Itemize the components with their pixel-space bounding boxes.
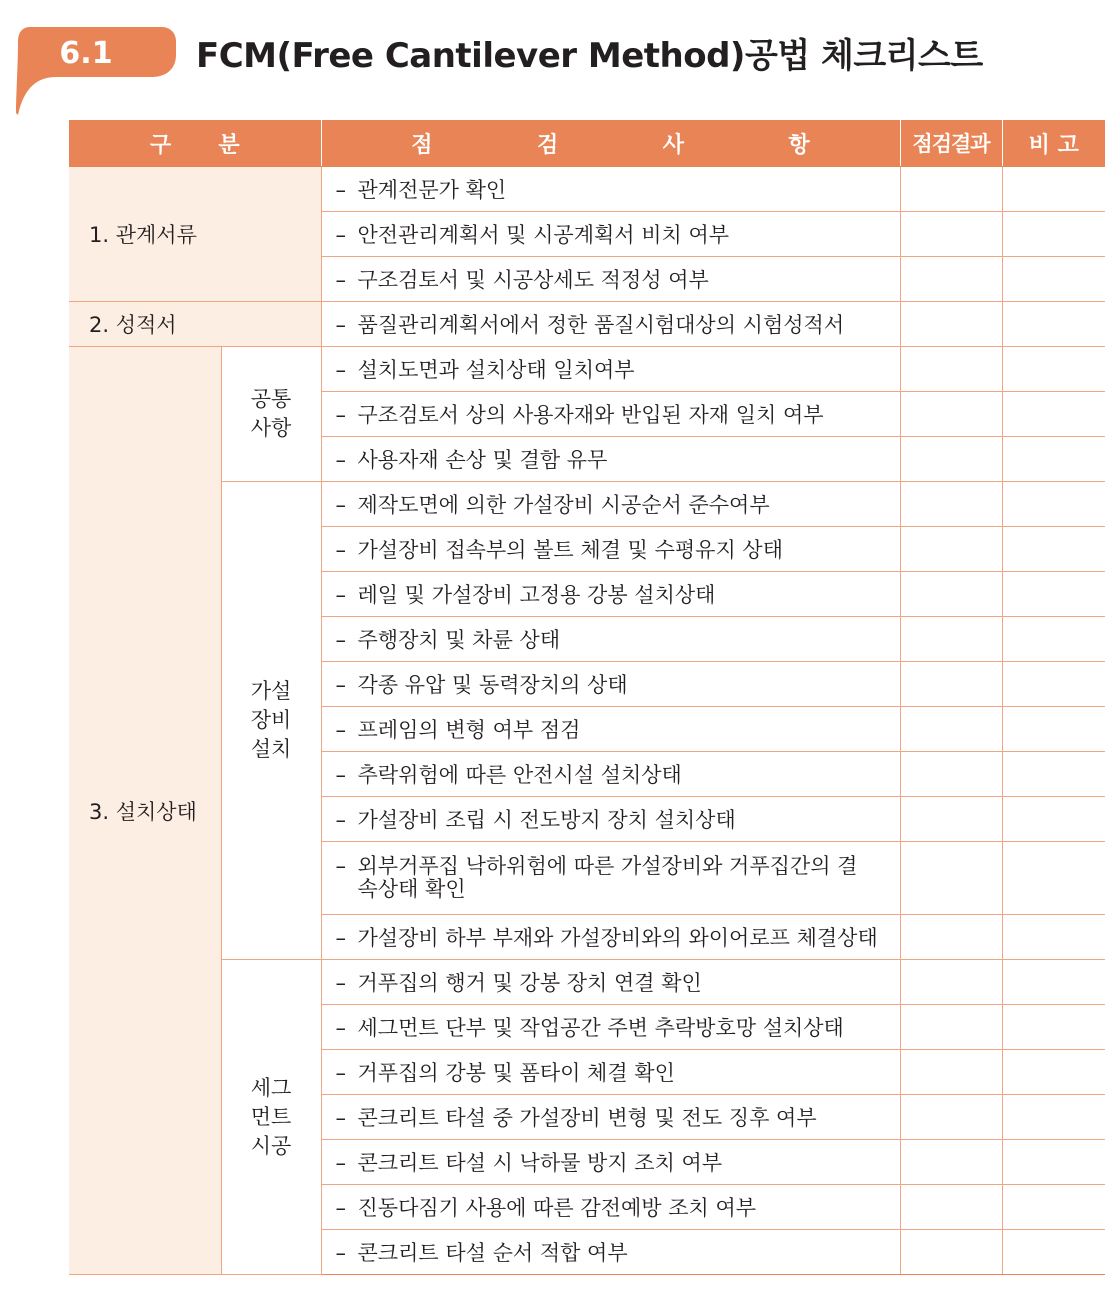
result-cell[interactable] <box>900 617 1002 662</box>
result-cell[interactable] <box>900 797 1002 842</box>
check-item: – 레일 및 가설장비 고정용 강봉 설치상태 <box>321 572 900 617</box>
note-cell[interactable] <box>1002 437 1105 482</box>
note-cell[interactable] <box>1002 167 1105 212</box>
note-cell[interactable] <box>1002 527 1105 572</box>
note-cell[interactable] <box>1002 482 1105 527</box>
result-cell[interactable] <box>900 167 1002 212</box>
result-cell[interactable] <box>900 572 1002 617</box>
note-cell[interactable] <box>1002 752 1105 797</box>
note-cell[interactable] <box>1002 1095 1105 1140</box>
result-cell[interactable] <box>900 960 1002 1005</box>
check-item: – 가설장비 조립 시 전도방지 장치 설치상태 <box>321 797 900 842</box>
check-item: – 안전관리계획서 및 시공계획서 비치 여부 <box>321 212 900 257</box>
note-cell[interactable] <box>1002 1140 1105 1185</box>
check-item: – 각종 유압 및 동력장치의 상태 <box>321 662 900 707</box>
note-cell[interactable] <box>1002 842 1105 915</box>
result-cell[interactable] <box>900 392 1002 437</box>
section-number: 6.1 <box>59 35 113 71</box>
subcategory-equipment: 가설 장비 설치 <box>221 482 321 960</box>
column-header-result: 점검결과 <box>900 120 1002 167</box>
note-cell[interactable] <box>1002 572 1105 617</box>
result-cell[interactable] <box>900 257 1002 302</box>
check-item: – 품질관리계획서에서 정한 품질시험대상의 시험성적서 <box>321 302 900 347</box>
column-header-category: 구 분 <box>69 120 321 167</box>
table-row <box>69 347 1105 392</box>
note-cell[interactable] <box>1002 617 1105 662</box>
column-header-items: 점 검 사 항 <box>321 120 900 167</box>
check-item: – 주행장치 및 차륜 상태 <box>321 617 900 662</box>
result-cell[interactable] <box>900 1230 1002 1275</box>
check-item: – 거푸집의 강봉 및 폼타이 체결 확인 <box>321 1050 900 1095</box>
note-cell[interactable] <box>1002 392 1105 437</box>
result-cell[interactable] <box>900 1140 1002 1185</box>
check-item: – 진동다짐기 사용에 따른 감전예방 조치 여부 <box>321 1185 900 1230</box>
result-cell[interactable] <box>900 662 1002 707</box>
result-cell[interactable] <box>900 1095 1002 1140</box>
table-header-row <box>69 120 1105 167</box>
note-cell[interactable] <box>1002 960 1105 1005</box>
note-cell[interactable] <box>1002 1050 1105 1095</box>
result-cell[interactable] <box>900 437 1002 482</box>
check-item: – 가설장비 접속부의 볼트 체결 및 수평유지 상태 <box>321 527 900 572</box>
category-report: 2. 성적서 <box>69 302 321 347</box>
checklist-table <box>69 120 1105 1275</box>
table-row <box>69 167 1105 212</box>
result-cell[interactable] <box>900 915 1002 960</box>
note-cell[interactable] <box>1002 347 1105 392</box>
note-cell[interactable] <box>1002 1005 1105 1050</box>
result-cell[interactable] <box>900 212 1002 257</box>
result-cell[interactable] <box>900 527 1002 572</box>
result-cell[interactable] <box>900 752 1002 797</box>
note-cell[interactable] <box>1002 1230 1105 1275</box>
check-item: – 콘크리트 타설 순서 적합 여부 <box>321 1230 900 1275</box>
result-cell[interactable] <box>900 1050 1002 1095</box>
result-cell[interactable] <box>900 707 1002 752</box>
note-cell[interactable] <box>1002 707 1105 752</box>
page-title: FCM(Free Cantilever Method)공법 체크리스트 <box>196 35 983 76</box>
result-cell[interactable] <box>900 347 1002 392</box>
check-item: – 콘크리트 타설 시 낙하물 방지 조치 여부 <box>321 1140 900 1185</box>
check-item: – 콘크리트 타설 중 가설장비 변형 및 전도 징후 여부 <box>321 1095 900 1140</box>
column-header-note: 비 고 <box>1002 120 1105 167</box>
result-cell[interactable] <box>900 1005 1002 1050</box>
result-cell[interactable] <box>900 302 1002 347</box>
check-item: – 거푸집의 행거 및 강봉 장치 연결 확인 <box>321 960 900 1005</box>
check-item: – 프레임의 변형 여부 점검 <box>321 707 900 752</box>
result-cell[interactable] <box>900 482 1002 527</box>
subcategory-common: 공통 사항 <box>221 347 321 482</box>
check-item: – 세그먼트 단부 및 작업공간 주변 추락방호망 설치상태 <box>321 1005 900 1050</box>
check-item: – 설치도면과 설치상태 일치여부 <box>321 347 900 392</box>
check-item: – 추락위험에 따른 안전시설 설치상태 <box>321 752 900 797</box>
check-item: – 가설장비 하부 부재와 가설장비와의 와이어로프 체결상태 <box>321 915 900 960</box>
note-cell[interactable] <box>1002 302 1105 347</box>
result-cell[interactable] <box>900 842 1002 915</box>
result-cell[interactable] <box>900 1185 1002 1230</box>
table-row <box>69 302 1105 347</box>
category-docs: 1. 관계서류 <box>69 167 321 302</box>
note-cell[interactable] <box>1002 797 1105 842</box>
check-item: – 제작도면에 의한 가설장비 시공순서 준수여부 <box>321 482 900 527</box>
subcategory-segment: 세그 먼트 시공 <box>221 960 321 1275</box>
note-cell[interactable] <box>1002 257 1105 302</box>
note-cell[interactable] <box>1002 662 1105 707</box>
check-item: – 외부거푸집 낙하위험에 따른 가설장비와 거푸집간의 결속상태 확인 <box>321 842 900 915</box>
check-item: – 구조검토서 상의 사용자재와 반입된 자재 일치 여부 <box>321 392 900 437</box>
table-row <box>69 960 1105 1005</box>
table-row <box>69 482 1105 527</box>
note-cell[interactable] <box>1002 915 1105 960</box>
check-item: – 사용자재 손상 및 결함 유무 <box>321 437 900 482</box>
note-cell[interactable] <box>1002 212 1105 257</box>
category-install: 3. 설치상태 <box>69 347 221 1275</box>
note-cell[interactable] <box>1002 1185 1105 1230</box>
check-item: – 구조검토서 및 시공상세도 적정성 여부 <box>321 257 900 302</box>
check-item: – 관계전문가 확인 <box>321 167 900 212</box>
